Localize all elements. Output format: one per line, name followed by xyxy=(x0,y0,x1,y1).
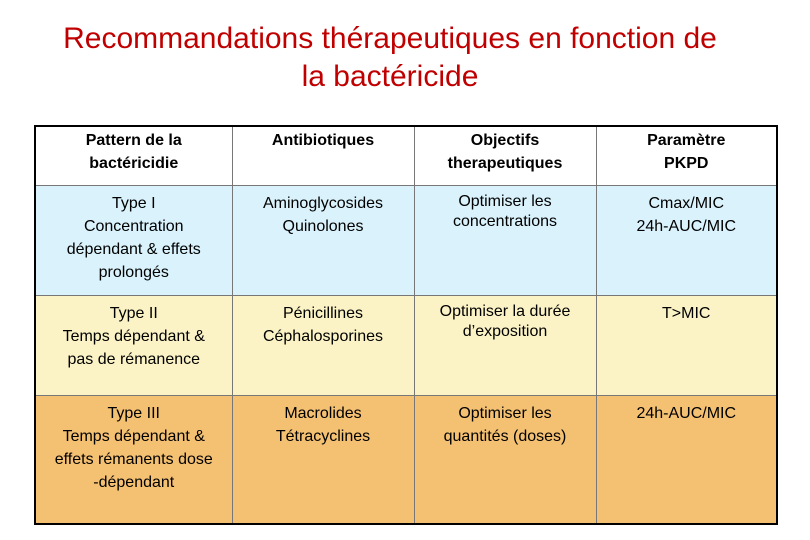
cell-line: Tétracyclines xyxy=(275,428,371,445)
cell-line: prolongés xyxy=(98,264,169,281)
header-pkpd-line-1: Paramètre xyxy=(647,132,726,149)
cell-objectives xyxy=(414,396,596,525)
cell-line: effets rémanents dose xyxy=(54,451,213,468)
header-objectives-line-2: therapeutiques xyxy=(447,155,563,172)
cell-line: Macrolides xyxy=(284,405,362,422)
cell-pkpd xyxy=(596,396,777,525)
header-pkpd xyxy=(596,126,777,186)
cell-pattern xyxy=(35,296,232,396)
cell-line: pas de rémanence xyxy=(67,351,201,368)
cell-line: Céphalosporines xyxy=(262,328,384,345)
cell-line: -dépendant xyxy=(93,474,175,491)
cell-line: Quinolones xyxy=(282,218,364,235)
title-line-2: la bactéricide xyxy=(301,60,479,93)
cell-line: Optimiser les xyxy=(458,193,552,210)
cell-line: dépendant & effets xyxy=(66,241,201,258)
cell-line: Aminoglycosides xyxy=(262,195,384,212)
cell-antibiotics xyxy=(232,296,414,396)
header-objectives-line-1: Objectifs xyxy=(470,132,540,149)
header-objectives xyxy=(414,126,596,186)
cell-antibiotics xyxy=(232,186,414,296)
cell-pkpd xyxy=(596,296,777,396)
header-pattern xyxy=(35,126,232,186)
cell-pkpd xyxy=(596,186,777,296)
cell-line: Type III xyxy=(107,405,160,422)
title-line-1: Recommandations thérapeutiques en fonction de xyxy=(63,22,717,55)
cell-line: Concentration xyxy=(83,218,184,235)
cell-line: 24h-AUC/MIC xyxy=(636,218,737,235)
cell-line: concentrations xyxy=(452,213,558,230)
recommendations-table xyxy=(34,125,778,525)
cell-objectives xyxy=(414,296,596,396)
cell-pattern xyxy=(35,396,232,525)
table-row xyxy=(35,186,777,296)
cell-line: quantités (doses) xyxy=(443,428,567,445)
cell-antibiotics xyxy=(232,396,414,525)
cell-line: d’exposition xyxy=(462,323,548,340)
header-antibiotics-line-1: Antibiotiques xyxy=(271,132,375,149)
cell-line: Type II xyxy=(109,305,158,322)
cell-line: Temps dépendant & xyxy=(62,428,205,445)
table-row xyxy=(35,396,777,525)
header-pattern-line-2: bactéricidie xyxy=(89,155,179,172)
table-row xyxy=(35,296,777,396)
cell-line: Temps dépendant & xyxy=(62,328,205,345)
cell-line: T>MIC xyxy=(662,305,711,322)
header-pkpd-line-2: PKPD xyxy=(664,155,709,172)
cell-line: 24h-AUC/MIC xyxy=(636,405,737,422)
cell-line: Type I xyxy=(111,195,156,212)
page-title xyxy=(20,20,760,96)
cell-line: Cmax/MIC xyxy=(648,195,725,212)
header-antibiotics xyxy=(232,126,414,186)
cell-line: Pénicillines xyxy=(282,305,364,322)
cell-objectives xyxy=(414,186,596,296)
cell-line: Optimiser les xyxy=(458,405,552,422)
header-pattern-line-1: Pattern de la xyxy=(85,132,182,149)
cell-line: Optimiser la durée xyxy=(439,303,571,320)
cell-pattern xyxy=(35,186,232,296)
table-header-row xyxy=(35,126,777,186)
